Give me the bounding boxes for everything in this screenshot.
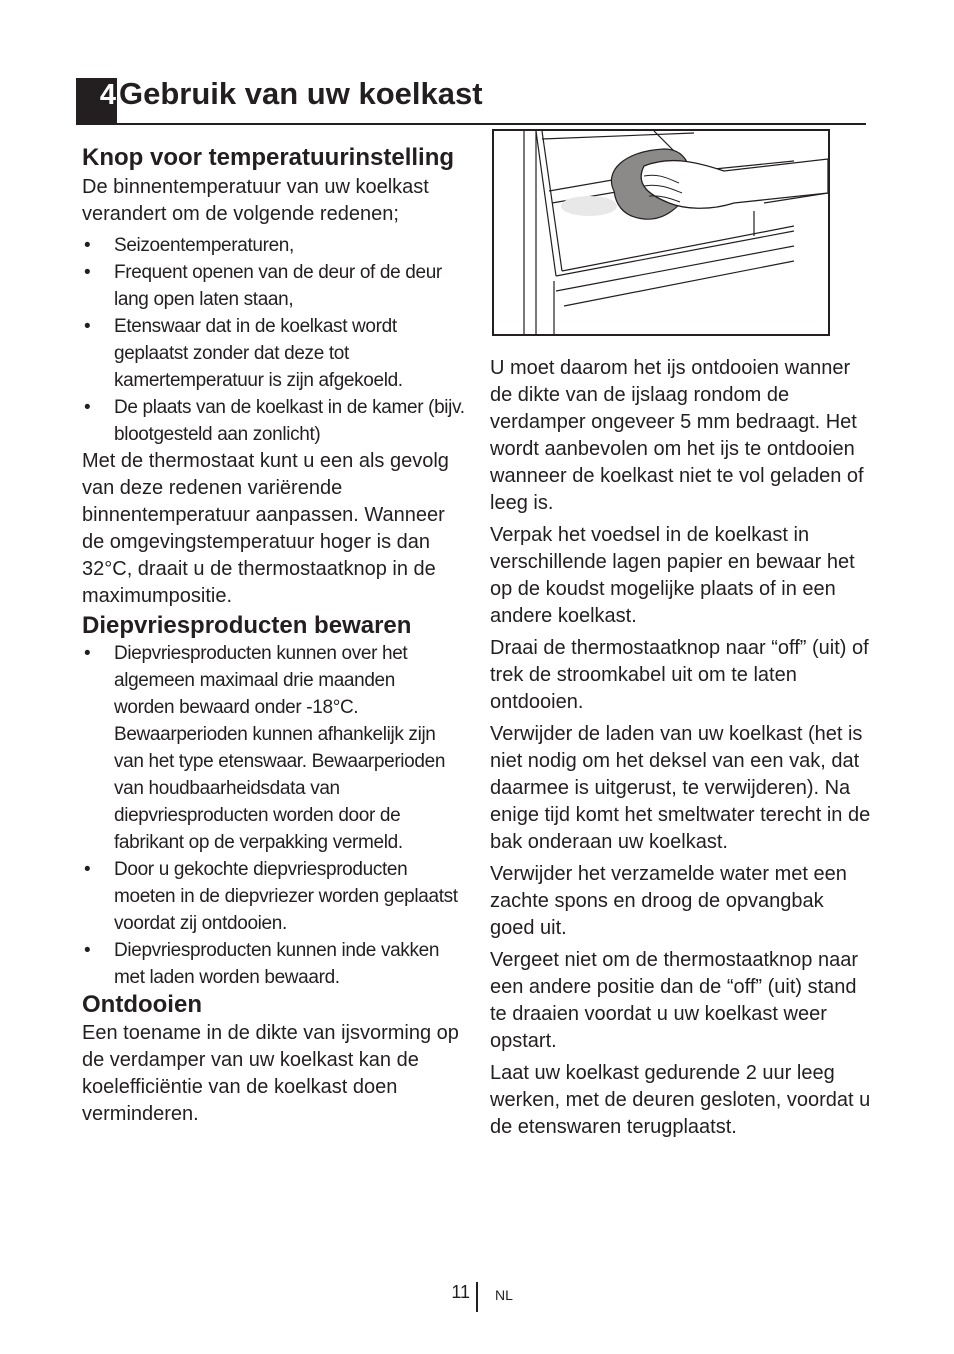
temp-heading: Knop voor temperatuurinstelling <box>82 144 455 171</box>
paragraph: Laat uw koelkast gedurende 2 uur leeg werken, met de deuren gesloten, voordat u de etenswaren terugplaatst. <box>490 1062 871 1138</box>
footer-divider <box>476 1282 478 1312</box>
left-column <box>82 142 470 1128</box>
chapter-title: Gebruik van uw koelkast <box>119 76 483 111</box>
language-code: NL <box>495 1287 513 1303</box>
frozen-list <box>82 640 470 991</box>
hand-wiping-freezer-illustration <box>492 129 830 336</box>
paragraph: Verwijder de laden van uw koelkast (het is niet nodig om het deksel van een vak, dat daarmee is uitgerust, te verwijderen). Na enige tijd komt het smeltwater terecht in de bak onderaan uw koelkast. <box>490 723 871 853</box>
list-item: • Diepvriesproducten kunnen over het algemeen maximaal drie maanden worden bewaard onder -18°C. Bewaarperioden kunnen afhankelijk zijn van het type etenswaar. Bewaarperioden van houdbaarheidsdata van diepvriesproducten worden door de fabrikant op de verpakking vermeld. <box>84 643 446 853</box>
paragraph: Vergeet niet om de thermostaatknop naar een andere positie dan de “off” (uit) stand te draaien voordat u uw koelkast weer opstart. <box>490 949 859 1052</box>
right-column <box>490 355 872 1146</box>
paragraph: Draai de thermostaatknop naar “off” (uit) of trek de stroomkabel uit om te laten ontdooien. <box>490 637 869 713</box>
temp-paragraph: Met de thermostaat kunt u een als gevolg van deze redenen variërende binnentemperatuur aanpassen. Wanneer de omgevingstemperatuur hoger is dan 32°C, draait u de thermostaatknop in de maximumpositie. <box>82 450 449 607</box>
list-item: • Diepvriesproducten kunnen inde vakken met laden worden bewaard. <box>84 940 440 988</box>
paragraph: Verpak het voedsel in de koelkast in verschillende lagen papier en bewaar het op de koudst mogelijke plaats of in een andere koelkast. <box>490 524 855 627</box>
page-number: 11 <box>451 1282 470 1302</box>
chapter-header <box>76 78 866 125</box>
list-item: • De plaats van de koelkast in de kamer (bijv. blootgesteld aan zonlicht) <box>84 397 465 445</box>
freezer-drawing <box>494 131 828 334</box>
list-item: • Door u gekochte diepvriesproducten moeten in de diepvriezer worden geplaatst voordat zij ontdooien. <box>84 859 458 934</box>
list-item: • Etenswaar dat in de koelkast wordt geplaatst zonder dat deze tot kamertemperatuur is zijn afgekoeld. <box>84 316 403 391</box>
list-item: • Seizoentemperaturen, <box>84 235 294 256</box>
defrost-heading: Ontdooien <box>82 991 202 1018</box>
page-footer <box>0 1280 954 1316</box>
frozen-heading: Diepvriesproducten bewaren <box>82 612 412 639</box>
chapter-number: 4 <box>76 78 117 123</box>
list-item: • Frequent openen van de deur of de deur lang open laten staan, <box>84 262 442 310</box>
temp-intro: De binnentemperatuur van uw koelkast verandert om de volgende redenen; <box>82 176 429 225</box>
paragraph: Verwijder het verzamelde water met een zachte spons en droog de opvangbak goed uit. <box>490 863 847 939</box>
temp-reasons-list <box>82 232 470 448</box>
defrost-paragraph: Een toename in de dikte van ijsvorming op de verdamper van uw koelkast kan de koelefficiëntie van de koelkast doen verminderen. <box>82 1022 459 1125</box>
paragraph: U moet daarom het ijs ontdooien wanner de dikte van de ijslaag rondom de verdamper ongeveer 5 mm bedraagt. Het wordt aanbevolen om het ijs te ontdooien wanneer de koelkast niet te vol geladen of leeg is. <box>490 357 864 514</box>
